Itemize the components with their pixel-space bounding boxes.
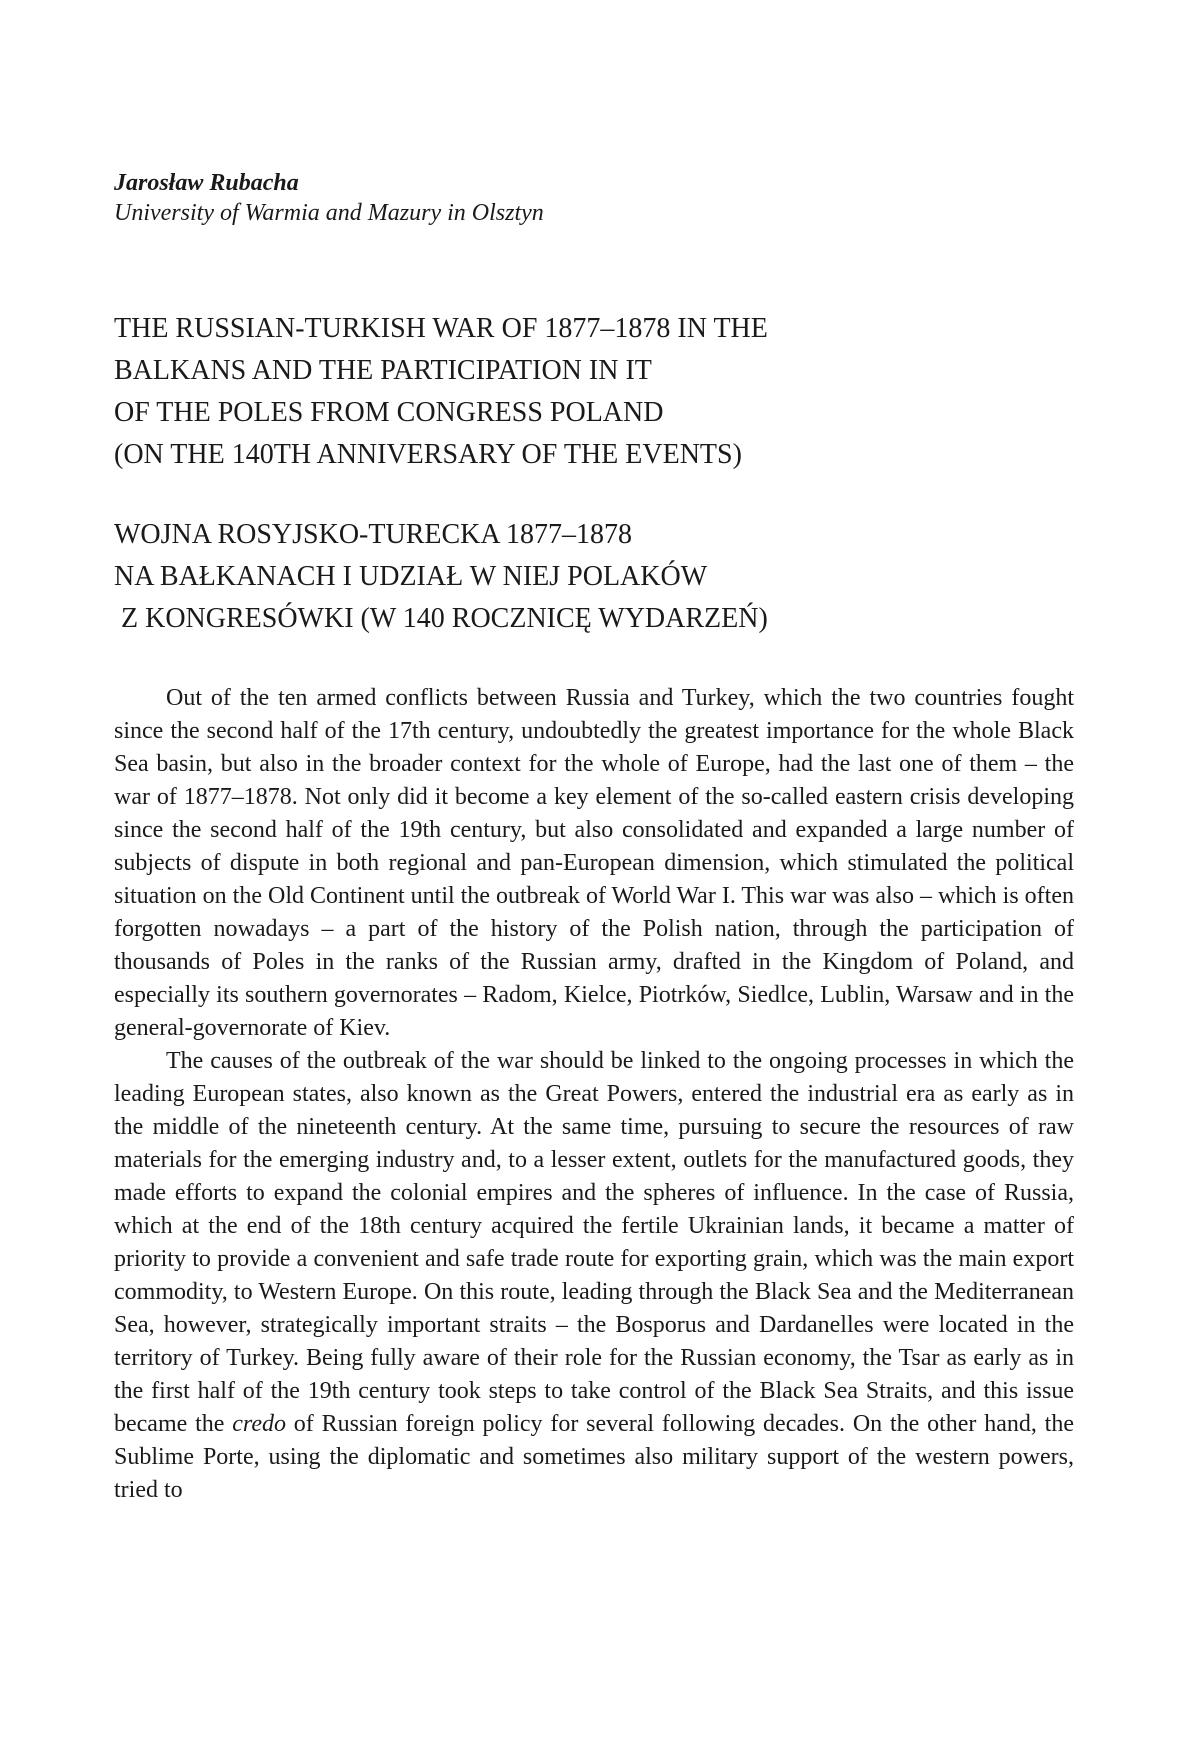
paragraph-text-part: of Russian foreign policy for several following decades. On the other hand, the Sublime Porte, using the diplomatic and sometimes also military support of the western powers, tried to [114,1411,1074,1503]
title-polish [114,514,1074,640]
paragraph-text-part: The causes of the outbreak of the war should be linked to the ongoing processes in which the leading European states, also known as the Great Powers, entered the industrial era as early as in the middle of the nineteenth century. At the same time, pursuing to secure the resources of raw materials for the emerging industry and, to a lesser extent, outlets for the manufactured goods, they made efforts to expand the colonial empires and the spheres of influence. In the case of Russia, which at the end of the 18th century acquired the fertile Ukrainian lands, it became a matter of priority to provide a convenient and safe trade route for exporting grain, which was the main export commodity, to Western Europe. On this route, leading through the Black Sea and the Mediterranean Sea, however, strategically important straits – the Bosporus and Dardanelles were located in the territory of Turkey. Being fully aware of their role for the Russian economy, the Tsar as early as in the first half of the 19th century took steps to take control of the Black Sea Straits, and this issue became the [114,1048,1074,1437]
body-paragraph [114,1045,1074,1507]
article-page [114,168,1074,1507]
body-paragraph: Out of the ten armed conflicts between Russia and Turkey, which the two countries fought since the second half of the 17th century, undoubtedly the greatest importance for the whole Black Sea basin, but also in the broader context for the whole of Europe, had the last one of them – the war of 1877–1878. Not only did it become a key element of the so-called eastern crisis developing since the second half of the 19th century, but also consolidated and expanded a large number of subjects of dispute in both regional and pan-European dimension, which stimulated the political situation on the Old Continent until the outbreak of World War I. This war was also – which is often forgotten nowadays – a part of the history of the Polish nation, through the participation of thousands of Poles in the ranks of the Russian army, drafted in the Kingdom of Poland, and especially its southern governorates – Radom, Kielce, Piotrków, Siedlce, Lublin, Warsaw and in the general-governorate of Kiev. [114,685,1074,1041]
title-polish-line: NA BAŁKANACH I UDZIAŁ W NIEJ POLAKÓW [114,561,708,592]
title-english-line: (ON THE 140TH ANNIVERSARY OF THE EVENTS) [114,439,742,470]
article-body [114,682,1074,1507]
title-polish-line: Z KONGRESÓWKI (W 140 ROCZNICĘ WYDARZEŃ) [114,603,768,634]
title-english-line: THE RUSSIAN-TURKISH WAR OF 1877–1878 IN THE [114,313,768,344]
title-english-line: OF THE POLES FROM CONGRESS POLAND [114,397,664,428]
author-block [114,168,1074,228]
author-name: Jarosław Rubacha [114,170,299,196]
title-english-line: BALKANS AND THE PARTICIPATION IN IT [114,355,652,386]
author-affiliation: University of Warmia and Mazury in Olsztyn [114,200,544,226]
emphasized-term: credo [232,1411,286,1437]
title-english [114,308,1074,476]
title-polish-line: WOJNA ROSYJSKO-TURECKA 1877–1878 [114,519,633,550]
